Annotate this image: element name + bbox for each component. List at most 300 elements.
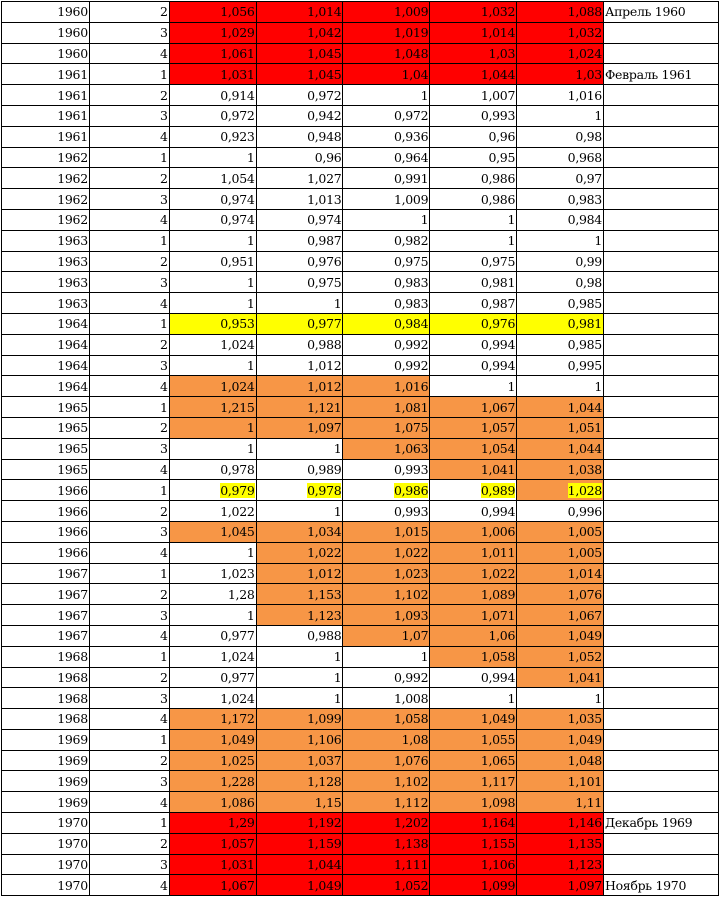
cell-value[interactable]: 0,975	[430, 251, 517, 272]
cell-value[interactable]: 1	[256, 293, 343, 314]
cell-quarter[interactable]: 4	[89, 293, 169, 314]
cell-value[interactable]: 1,037	[256, 750, 343, 771]
cell-year[interactable]: 1968	[2, 709, 90, 730]
cell-quarter[interactable]: 2	[89, 501, 169, 522]
cell-value[interactable]: 1,228	[169, 771, 256, 792]
cell-value[interactable]: 0,914	[169, 85, 256, 106]
cell-value[interactable]: 1,049	[169, 729, 256, 750]
cell-value[interactable]: 1,153	[256, 584, 343, 605]
cell-quarter[interactable]: 3	[89, 22, 169, 43]
cell-note[interactable]	[603, 272, 718, 293]
cell-value[interactable]: 1,054	[169, 168, 256, 189]
cell-quarter[interactable]: 1	[89, 147, 169, 168]
cell-quarter[interactable]: 4	[89, 542, 169, 563]
cell-value[interactable]: 1,159	[256, 833, 343, 854]
cell-quarter[interactable]: 1	[89, 64, 169, 85]
cell-note[interactable]	[603, 438, 718, 459]
cell-note[interactable]	[603, 542, 718, 563]
cell-value[interactable]: 0,994	[430, 667, 517, 688]
cell-quarter[interactable]: 2	[89, 750, 169, 771]
cell-year[interactable]: 1963	[2, 230, 90, 251]
cell-note[interactable]	[603, 854, 718, 875]
cell-value[interactable]: 0,992	[343, 355, 430, 376]
cell-value[interactable]: 1,024	[169, 646, 256, 667]
cell-value[interactable]: 1,121	[256, 397, 343, 418]
cell-value[interactable]: 1	[517, 230, 604, 251]
cell-value[interactable]: 1,067	[517, 605, 604, 626]
cell-year[interactable]: 1967	[2, 584, 90, 605]
cell-value[interactable]: 1,025	[169, 750, 256, 771]
cell-quarter[interactable]: 4	[89, 792, 169, 813]
cell-year[interactable]: 1968	[2, 646, 90, 667]
cell-quarter[interactable]: 3	[89, 605, 169, 626]
cell-quarter[interactable]: 3	[89, 105, 169, 126]
cell-value[interactable]: 1,086	[169, 792, 256, 813]
cell-value[interactable]: 0,981	[430, 272, 517, 293]
cell-value[interactable]: 1,042	[256, 22, 343, 43]
cell-year[interactable]: 1960	[2, 2, 90, 23]
cell-year[interactable]: 1967	[2, 625, 90, 646]
cell-value[interactable]: 1,044	[430, 64, 517, 85]
cell-value[interactable]: 1,016	[517, 85, 604, 106]
cell-quarter[interactable]: 3	[89, 438, 169, 459]
cell-quarter[interactable]: 4	[89, 376, 169, 397]
cell-value[interactable]: 1,08	[343, 729, 430, 750]
cell-year[interactable]: 1970	[2, 875, 90, 896]
cell-note[interactable]	[603, 521, 718, 542]
cell-note[interactable]	[603, 459, 718, 480]
cell-value[interactable]: 1,15	[256, 792, 343, 813]
cell-value[interactable]: 1	[256, 501, 343, 522]
cell-value[interactable]: 0,95	[430, 147, 517, 168]
cell-year[interactable]: 1969	[2, 771, 90, 792]
cell-quarter[interactable]: 3	[89, 521, 169, 542]
cell-value[interactable]: 0,976	[430, 313, 517, 334]
cell-value[interactable]: 1,014	[430, 22, 517, 43]
cell-note[interactable]	[603, 750, 718, 771]
cell-value[interactable]: 1,03	[517, 64, 604, 85]
cell-value[interactable]: 1,06	[430, 625, 517, 646]
cell-note[interactable]: Февраль 1961	[603, 64, 718, 85]
cell-note[interactable]	[603, 563, 718, 584]
cell-value[interactable]: 0,983	[517, 189, 604, 210]
cell-value[interactable]: 1,041	[517, 667, 604, 688]
cell-value[interactable]: 0,974	[256, 209, 343, 230]
cell-value[interactable]: 1	[430, 376, 517, 397]
cell-value[interactable]: 1,005	[517, 542, 604, 563]
cell-value[interactable]: 1	[343, 646, 430, 667]
cell-value[interactable]	[517, 480, 604, 501]
cell-quarter[interactable]: 4	[89, 43, 169, 64]
cell-value[interactable]: 0,977	[256, 313, 343, 334]
cell-value[interactable]: 0,923	[169, 126, 256, 147]
cell-value[interactable]: 1	[169, 272, 256, 293]
cell-year[interactable]: 1965	[2, 438, 90, 459]
cell-value[interactable]: 0,98	[517, 272, 604, 293]
cell-quarter[interactable]: 2	[89, 85, 169, 106]
cell-value[interactable]: 1,054	[430, 438, 517, 459]
cell-value[interactable]: 1,097	[256, 417, 343, 438]
cell-year[interactable]: 1966	[2, 542, 90, 563]
cell-value[interactable]: 1	[169, 355, 256, 376]
cell-quarter[interactable]: 1	[89, 729, 169, 750]
cell-note[interactable]	[603, 126, 718, 147]
cell-value[interactable]: 1,075	[343, 417, 430, 438]
cell-value[interactable]: 1,097	[517, 875, 604, 896]
cell-note[interactable]	[603, 667, 718, 688]
cell-quarter[interactable]: 3	[89, 189, 169, 210]
cell-value[interactable]: 0,97	[517, 168, 604, 189]
cell-value[interactable]: 1,112	[343, 792, 430, 813]
cell-value[interactable]: 0,978	[169, 459, 256, 480]
cell-note[interactable]: Декабрь 1969	[603, 813, 718, 834]
cell-year[interactable]: 1963	[2, 272, 90, 293]
cell-value[interactable]: 1,058	[430, 646, 517, 667]
cell-value[interactable]: 0,974	[169, 189, 256, 210]
cell-note[interactable]	[603, 251, 718, 272]
cell-quarter[interactable]: 1	[89, 397, 169, 418]
cell-value[interactable]: 1,045	[169, 521, 256, 542]
cell-quarter[interactable]: 1	[89, 563, 169, 584]
cell-value[interactable]	[430, 480, 517, 501]
cell-value[interactable]: 1,081	[343, 397, 430, 418]
cell-value[interactable]: 1,29	[169, 813, 256, 834]
cell-note[interactable]	[603, 293, 718, 314]
cell-value[interactable]: 1,022	[169, 501, 256, 522]
cell-quarter[interactable]: 4	[89, 209, 169, 230]
cell-value[interactable]: 1,014	[517, 563, 604, 584]
cell-year[interactable]: 1966	[2, 480, 90, 501]
cell-value[interactable]: 1,032	[517, 22, 604, 43]
cell-year[interactable]: 1964	[2, 313, 90, 334]
cell-value[interactable]: 1,049	[517, 729, 604, 750]
cell-value[interactable]: 0,994	[430, 501, 517, 522]
cell-note[interactable]	[603, 729, 718, 750]
cell-value[interactable]: 1,049	[517, 625, 604, 646]
cell-value[interactable]: 1,056	[169, 2, 256, 23]
cell-value[interactable]: 0,953	[169, 313, 256, 334]
cell-year[interactable]: 1962	[2, 147, 90, 168]
cell-value[interactable]: 1,089	[430, 584, 517, 605]
cell-quarter[interactable]: 3	[89, 854, 169, 875]
cell-value[interactable]: 1,044	[517, 397, 604, 418]
cell-value[interactable]: 1,052	[517, 646, 604, 667]
cell-quarter[interactable]: 3	[89, 272, 169, 293]
cell-quarter[interactable]: 2	[89, 833, 169, 854]
cell-value[interactable]: 1,111	[343, 854, 430, 875]
cell-value[interactable]: 0,98	[517, 126, 604, 147]
cell-note[interactable]	[603, 189, 718, 210]
cell-year[interactable]: 1967	[2, 563, 90, 584]
cell-quarter[interactable]: 1	[89, 813, 169, 834]
cell-value[interactable]: 1,099	[430, 875, 517, 896]
cell-value[interactable]: 1,128	[256, 771, 343, 792]
cell-value[interactable]: 1,015	[343, 521, 430, 542]
cell-quarter[interactable]: 1	[89, 230, 169, 251]
cell-value[interactable]: 0,985	[517, 334, 604, 355]
cell-value[interactable]: 1	[256, 438, 343, 459]
cell-quarter[interactable]: 4	[89, 625, 169, 646]
cell-value[interactable]: 0,974	[169, 209, 256, 230]
cell-value[interactable]: 0,995	[517, 355, 604, 376]
cell-note[interactable]	[603, 355, 718, 376]
cell-value[interactable]: 1,28	[169, 584, 256, 605]
cell-quarter[interactable]: 2	[89, 334, 169, 355]
cell-note[interactable]	[603, 709, 718, 730]
cell-value[interactable]: 1,045	[256, 43, 343, 64]
cell-value[interactable]: 0,977	[169, 667, 256, 688]
cell-note[interactable]	[603, 771, 718, 792]
cell-year[interactable]: 1962	[2, 168, 90, 189]
cell-value[interactable]: 1,023	[169, 563, 256, 584]
cell-value[interactable]: 1,016	[343, 376, 430, 397]
cell-quarter[interactable]: 2	[89, 417, 169, 438]
cell-note[interactable]	[603, 85, 718, 106]
cell-value[interactable]: 0,942	[256, 105, 343, 126]
cell-year[interactable]: 1965	[2, 459, 90, 480]
cell-value[interactable]: 1,057	[169, 833, 256, 854]
cell-value[interactable]: 1,101	[517, 771, 604, 792]
cell-value[interactable]: 1,041	[430, 459, 517, 480]
cell-value[interactable]: 0,977	[169, 625, 256, 646]
cell-value[interactable]: 1,044	[517, 438, 604, 459]
cell-value[interactable]: 1,088	[517, 2, 604, 23]
cell-year[interactable]: 1963	[2, 251, 90, 272]
cell-note[interactable]	[603, 22, 718, 43]
cell-quarter[interactable]: 3	[89, 688, 169, 709]
cell-note[interactable]	[603, 501, 718, 522]
cell-note[interactable]	[603, 105, 718, 126]
cell-note[interactable]	[603, 168, 718, 189]
cell-year[interactable]: 1962	[2, 209, 90, 230]
cell-value[interactable]: 0,968	[517, 147, 604, 168]
cell-year[interactable]: 1966	[2, 521, 90, 542]
cell-note[interactable]	[603, 833, 718, 854]
cell-value[interactable]: 0,992	[343, 334, 430, 355]
cell-note[interactable]	[603, 605, 718, 626]
cell-value[interactable]: 1,051	[517, 417, 604, 438]
cell-value[interactable]: 1,032	[430, 2, 517, 23]
cell-value[interactable]: 0,989	[256, 459, 343, 480]
cell-value[interactable]: 0,991	[343, 168, 430, 189]
cell-value[interactable]: 1	[517, 376, 604, 397]
cell-value[interactable]: 1,012	[256, 376, 343, 397]
cell-value[interactable]: 0,993	[430, 105, 517, 126]
cell-value[interactable]: 1	[169, 417, 256, 438]
cell-value[interactable]: 1	[256, 667, 343, 688]
cell-value[interactable]: 1,071	[430, 605, 517, 626]
cell-value[interactable]: 0,996	[517, 501, 604, 522]
cell-value[interactable]: 1,146	[517, 813, 604, 834]
cell-value[interactable]: 1,027	[256, 168, 343, 189]
cell-value[interactable]: 1,049	[256, 875, 343, 896]
cell-value[interactable]: 0,975	[256, 272, 343, 293]
cell-value[interactable]: 1,076	[343, 750, 430, 771]
cell-year[interactable]: 1963	[2, 293, 90, 314]
cell-year[interactable]: 1961	[2, 85, 90, 106]
cell-year[interactable]: 1969	[2, 729, 90, 750]
cell-quarter[interactable]: 1	[89, 313, 169, 334]
cell-value[interactable]: 0,983	[343, 272, 430, 293]
cell-year[interactable]: 1970	[2, 833, 90, 854]
cell-year[interactable]: 1964	[2, 334, 90, 355]
cell-value[interactable]: 0,982	[343, 230, 430, 251]
cell-value[interactable]: 1,058	[343, 709, 430, 730]
cell-value[interactable]: 1	[169, 147, 256, 168]
cell-value[interactable]: 0,984	[517, 209, 604, 230]
cell-value[interactable]: 0,987	[256, 230, 343, 251]
cell-value[interactable]: 1,031	[169, 854, 256, 875]
cell-note[interactable]	[603, 584, 718, 605]
cell-note[interactable]	[603, 688, 718, 709]
cell-value[interactable]: 1,034	[256, 521, 343, 542]
cell-value[interactable]: 1,019	[343, 22, 430, 43]
cell-value[interactable]: 1,007	[430, 85, 517, 106]
cell-value[interactable]: 0,976	[256, 251, 343, 272]
cell-value[interactable]: 1,099	[256, 709, 343, 730]
cell-note[interactable]	[603, 480, 718, 501]
cell-value[interactable]: 1,155	[430, 833, 517, 854]
cell-value[interactable]: 1	[343, 85, 430, 106]
cell-note[interactable]	[603, 313, 718, 334]
cell-value[interactable]: 0,96	[430, 126, 517, 147]
cell-year[interactable]: 1960	[2, 22, 90, 43]
cell-year[interactable]: 1969	[2, 792, 90, 813]
cell-value[interactable]: 1	[256, 688, 343, 709]
cell-value[interactable]: 1,123	[256, 605, 343, 626]
cell-value[interactable]: 1,067	[430, 397, 517, 418]
cell-quarter[interactable]: 3	[89, 355, 169, 376]
cell-value[interactable]: 0,983	[343, 293, 430, 314]
cell-value[interactable]: 1,061	[169, 43, 256, 64]
cell-value[interactable]: 1,135	[517, 833, 604, 854]
cell-value[interactable]	[256, 480, 343, 501]
cell-value[interactable]: 0,985	[517, 293, 604, 314]
cell-value[interactable]: 1,005	[517, 521, 604, 542]
cell-value[interactable]: 1	[256, 646, 343, 667]
cell-note[interactable]	[603, 209, 718, 230]
cell-quarter[interactable]: 2	[89, 667, 169, 688]
cell-note[interactable]: Ноябрь 1970	[603, 875, 718, 896]
cell-value[interactable]: 0,988	[256, 334, 343, 355]
cell-value[interactable]: 1,117	[430, 771, 517, 792]
cell-value[interactable]: 0,986	[430, 189, 517, 210]
cell-quarter[interactable]: 2	[89, 584, 169, 605]
cell-value[interactable]: 1,106	[430, 854, 517, 875]
cell-note[interactable]	[603, 417, 718, 438]
cell-value[interactable]: 1,057	[430, 417, 517, 438]
cell-value[interactable]: 1	[169, 542, 256, 563]
cell-year[interactable]: 1970	[2, 813, 90, 834]
cell-year[interactable]: 1968	[2, 667, 90, 688]
cell-value[interactable]: 0,975	[343, 251, 430, 272]
cell-value[interactable]: 1,093	[343, 605, 430, 626]
cell-quarter[interactable]: 4	[89, 875, 169, 896]
cell-value[interactable]: 1,123	[517, 854, 604, 875]
cell-value[interactable]: 1,044	[256, 854, 343, 875]
cell-value[interactable]: 1,049	[430, 709, 517, 730]
cell-value[interactable]: 1	[169, 293, 256, 314]
cell-value[interactable]: 1,031	[169, 64, 256, 85]
cell-value[interactable]: 1,008	[343, 688, 430, 709]
cell-year[interactable]: 1966	[2, 501, 90, 522]
cell-note[interactable]	[603, 43, 718, 64]
cell-value[interactable]: 1,006	[430, 521, 517, 542]
cell-value[interactable]: 1,098	[430, 792, 517, 813]
cell-value[interactable]	[169, 480, 256, 501]
cell-year[interactable]: 1965	[2, 417, 90, 438]
cell-note[interactable]	[603, 397, 718, 418]
cell-value[interactable]: 1,065	[430, 750, 517, 771]
cell-value[interactable]: 0,96	[256, 147, 343, 168]
cell-value[interactable]: 1,03	[430, 43, 517, 64]
cell-value[interactable]: 1,022	[343, 542, 430, 563]
cell-year[interactable]: 1964	[2, 355, 90, 376]
cell-value[interactable]: 1,009	[343, 2, 430, 23]
cell-value[interactable]: 1	[430, 230, 517, 251]
cell-value[interactable]: 1,076	[517, 584, 604, 605]
cell-value[interactable]: 1	[169, 230, 256, 251]
cell-value[interactable]: 0,972	[343, 105, 430, 126]
cell-value[interactable]: 1,022	[430, 563, 517, 584]
cell-year[interactable]: 1969	[2, 750, 90, 771]
cell-value[interactable]: 1,009	[343, 189, 430, 210]
cell-note[interactable]	[603, 147, 718, 168]
cell-value[interactable]: 1,024	[517, 43, 604, 64]
cell-note[interactable]	[603, 334, 718, 355]
cell-value[interactable]: 0,981	[517, 313, 604, 334]
cell-value[interactable]: 0,988	[256, 625, 343, 646]
cell-quarter[interactable]: 4	[89, 709, 169, 730]
cell-quarter[interactable]: 2	[89, 251, 169, 272]
cell-value[interactable]: 1,138	[343, 833, 430, 854]
cell-value[interactable]: 1,048	[517, 750, 604, 771]
cell-note[interactable]	[603, 792, 718, 813]
cell-note[interactable]: Апрель 1960	[603, 2, 718, 23]
cell-value[interactable]: 1	[343, 209, 430, 230]
cell-value[interactable]: 0,951	[169, 251, 256, 272]
cell-value[interactable]: 1,022	[256, 542, 343, 563]
cell-year[interactable]: 1970	[2, 854, 90, 875]
cell-value[interactable]: 1,013	[256, 189, 343, 210]
cell-value[interactable]	[343, 480, 430, 501]
cell-value[interactable]: 1	[517, 688, 604, 709]
cell-value[interactable]: 1,202	[343, 813, 430, 834]
cell-year[interactable]: 1964	[2, 376, 90, 397]
cell-value[interactable]: 0,948	[256, 126, 343, 147]
cell-quarter[interactable]: 1	[89, 646, 169, 667]
cell-value[interactable]: 1,04	[343, 64, 430, 85]
cell-value[interactable]: 1,052	[343, 875, 430, 896]
cell-quarter[interactable]: 1	[89, 480, 169, 501]
cell-value[interactable]: 1,045	[256, 64, 343, 85]
cell-value[interactable]: 0,99	[517, 251, 604, 272]
cell-value[interactable]: 1,063	[343, 438, 430, 459]
cell-value[interactable]: 0,972	[169, 105, 256, 126]
cell-year[interactable]: 1960	[2, 43, 90, 64]
cell-year[interactable]: 1968	[2, 688, 90, 709]
cell-value[interactable]: 1,102	[343, 771, 430, 792]
cell-value[interactable]: 1,172	[169, 709, 256, 730]
cell-value[interactable]: 1,102	[343, 584, 430, 605]
cell-year[interactable]: 1961	[2, 105, 90, 126]
cell-quarter[interactable]: 2	[89, 168, 169, 189]
cell-note[interactable]	[603, 230, 718, 251]
cell-value[interactable]: 1	[517, 105, 604, 126]
cell-note[interactable]	[603, 376, 718, 397]
cell-value[interactable]: 0,993	[343, 459, 430, 480]
cell-value[interactable]: 1,067	[169, 875, 256, 896]
